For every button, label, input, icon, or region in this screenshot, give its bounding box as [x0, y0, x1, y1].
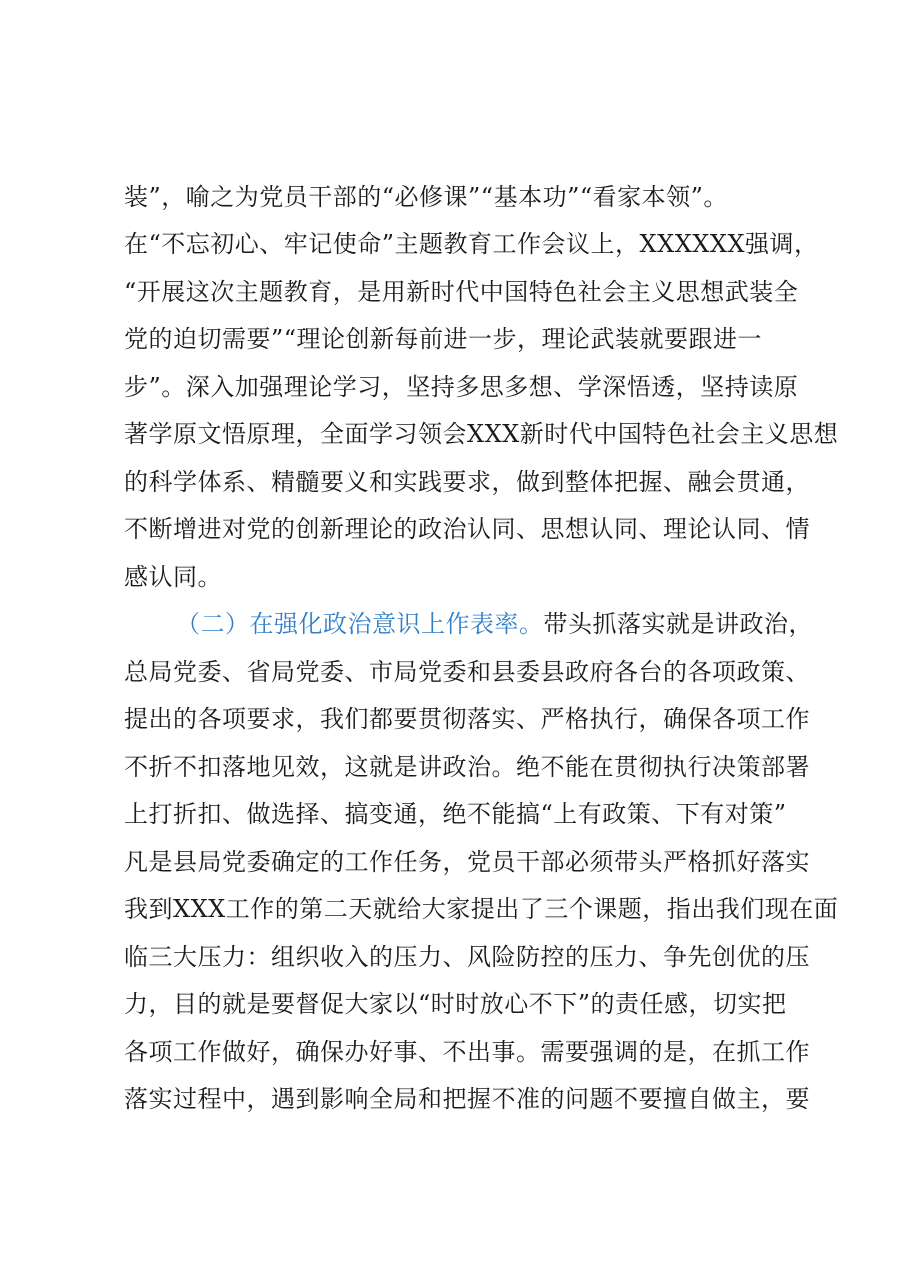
paragraph-line: 提出的各项要求，我们都要贯彻落实、严格执行，确保各项工作	[124, 705, 810, 733]
paragraph-line: “开展这次主题教育，是用新时代中国特色社会主义思想武装全	[124, 278, 799, 306]
paragraph-line: 感认同。	[124, 563, 222, 591]
section-heading: （二）在强化政治意识上作表率。	[176, 610, 544, 638]
paragraph-line: 临三大压力：组织收入的压力、风险防控的压力、争先创优的压	[124, 943, 810, 971]
paragraph-line: 在“不忘初心、牢记使命”主题教育工作会议上，XXXXXX强调，	[124, 230, 819, 258]
paragraph-line: 步”。深入加强理论学习，坚持多思多想、学深悟透，坚持读原	[124, 373, 799, 401]
paragraph-line: 凡是县局党委确定的工作任务，党员干部必须带头严格抓好落实	[124, 848, 810, 876]
paragraph-line: 著学原文悟原理，全面学习领会XXX新时代中国特色社会主义思想	[124, 420, 839, 448]
paragraph-line: 党的迫切需要”“理论创新每前进一步，理论武装就要跟进一	[124, 325, 763, 353]
paragraph-line: 落实过程中，遇到影响全局和把握不准的问题不要擅自做主，要	[124, 1085, 810, 1113]
paragraph-line: 不断增进对党的创新理论的政治认同、思想认同、理论认同、情	[124, 515, 810, 543]
paragraph-line: 各项工作做好，确保办好事、不出事。需要强调的是，在抓工作	[124, 1038, 810, 1066]
paragraph-line: 上打折扣、做选择、搞变通，绝不能搞“上有政策、下有对策”	[124, 800, 787, 828]
paragraph-line: 总局党委、省局党委、市局党委和县委县政府各台的各项政策、	[124, 658, 810, 686]
section-first-line-text: 带头抓落实就是讲政治，	[543, 610, 813, 638]
paragraph-line: 不折不扣落地见效，这就是讲政治。绝不能在贯彻执行决策部署	[124, 753, 810, 781]
paragraph-line: 的科学体系、精髓要义和实践要求，做到整体把握、融会贯通，	[124, 468, 810, 496]
paragraph-line: 力，目的就是要督促大家以“时时放心不下”的责任感，切实把	[124, 990, 787, 1018]
section-first-line	[176, 608, 813, 640]
paragraph-line: 我到XXX工作的第二天就给大家提出了三个课题，指出我们现在面	[124, 895, 839, 923]
paragraph-line: 装”，喻之为党员干部的“必修课”“基本功”“看家本领”。	[124, 183, 728, 211]
